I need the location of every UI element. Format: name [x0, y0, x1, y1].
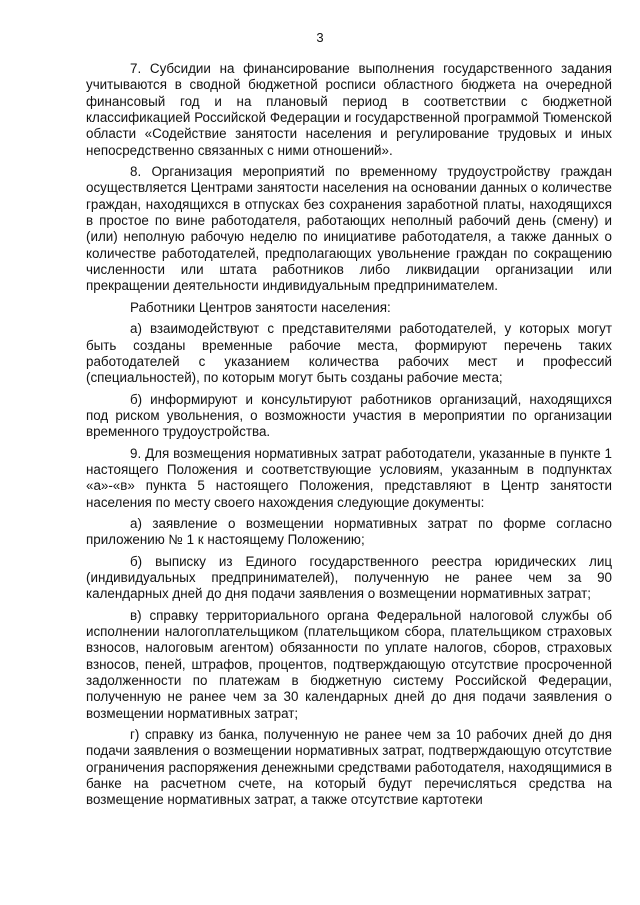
paragraph-document-item-d: г) справку из банка, полученную не ранее чем за 10 рабочих дней до дня подачи заявления о возмещении нормативных затрат, подтверждающую отсутствие ограничения распоряжения денежными средствами работодателя, находящимися в банке на расчетном счете, на который будут перечисляться средства на возмещение нормативных затрат, а также отсутствие картотеки: [86, 727, 612, 808]
paragraph-document-item-b: б) выписку из Единого государственного реестра юридических лиц (индивидуальных предпринимателей), полученную не ранее чем за 90 календарных дней до дня подачи заявления о возмещении нормативных затрат;: [86, 553, 612, 602]
paragraph-staff-item-b: б) информируют и консультируют работников организаций, находящихся под риском увольнения, о возможности участия в мероприятии по организации временного трудоустройства.: [86, 391, 612, 440]
paragraph-employment-center-staff: Работники Центров занятости населения:: [130, 299, 391, 315]
paragraph-staff-item-a: а) взаимодействуют с представителями работодателей, у которых могут быть созданы временные рабочие места, формируют перечень таких работодателей с указанием количества рабочих мест и профессий (специальностей), по которым могут быть созданы рабочие места;: [86, 321, 612, 386]
paragraph-7-subsidies: 7. Субсидии на финансирование выполнения государственного задания учитываются в сводной бюджетной росписи областного бюджета на очередной финансовый год и на плановый период в соответствии с бюджетной классификацией Российской Федерации и государственной программой Тюменской области «Содействие занятости населения и регулирование трудовых и иных непосредственно связанных с ними отношений».: [86, 61, 612, 158]
paragraph-document-item-a: а) заявление о возмещении нормативных затрат по форме согласно приложению № 1 к настоящему Положению;: [86, 515, 612, 548]
paragraph-document-item-c: в) справку территориального органа Федеральной налоговой службы об исполнении налогоплательщиком (плательщиком сбора, плательщиком страховых взносов, налоговым агентом) обязанности по уплате налогов, сборов, страховых взносов, пеней, штрафов, процентов, подтверждающую отсутствие просроченной задолженности по платежам в бюджетную систему Российской Федерации, полученную не ранее чем за 30 календарных дней до дня подачи заявления о возмещении нормативных затрат;: [86, 607, 612, 721]
paragraph-9-documents: 9. Для возмещения нормативных затрат работодатели, указанные в пункте 1 настоящего Положения и соответствующие условиям, указанным в подпунктах «а»-«в» пункта 5 настоящего Положения, представляют в Центр занятости населения по месту своего нахождения следующие документы:: [86, 445, 612, 510]
page-number: 3: [316, 30, 324, 45]
document-body: [86, 61, 612, 809]
paragraph-8-organization: 8. Организация мероприятий по временному трудоустройству граждан осуществляется Центрами занятости населения на основании данных о количестве граждан, находящихся в отпусках без сохранения заработной платы, находящихся в простое по вине работодателя, работающих неполный рабочий день (смену) и (или) неполную рабочую неделю по инициативе работодателя, а также данных о количестве работодателей, предполагающих увольнение граждан по сокращению численности или штата работников либо ликвидации организации или прекращении деятельности индивидуальным предпринимателем.: [86, 164, 612, 294]
